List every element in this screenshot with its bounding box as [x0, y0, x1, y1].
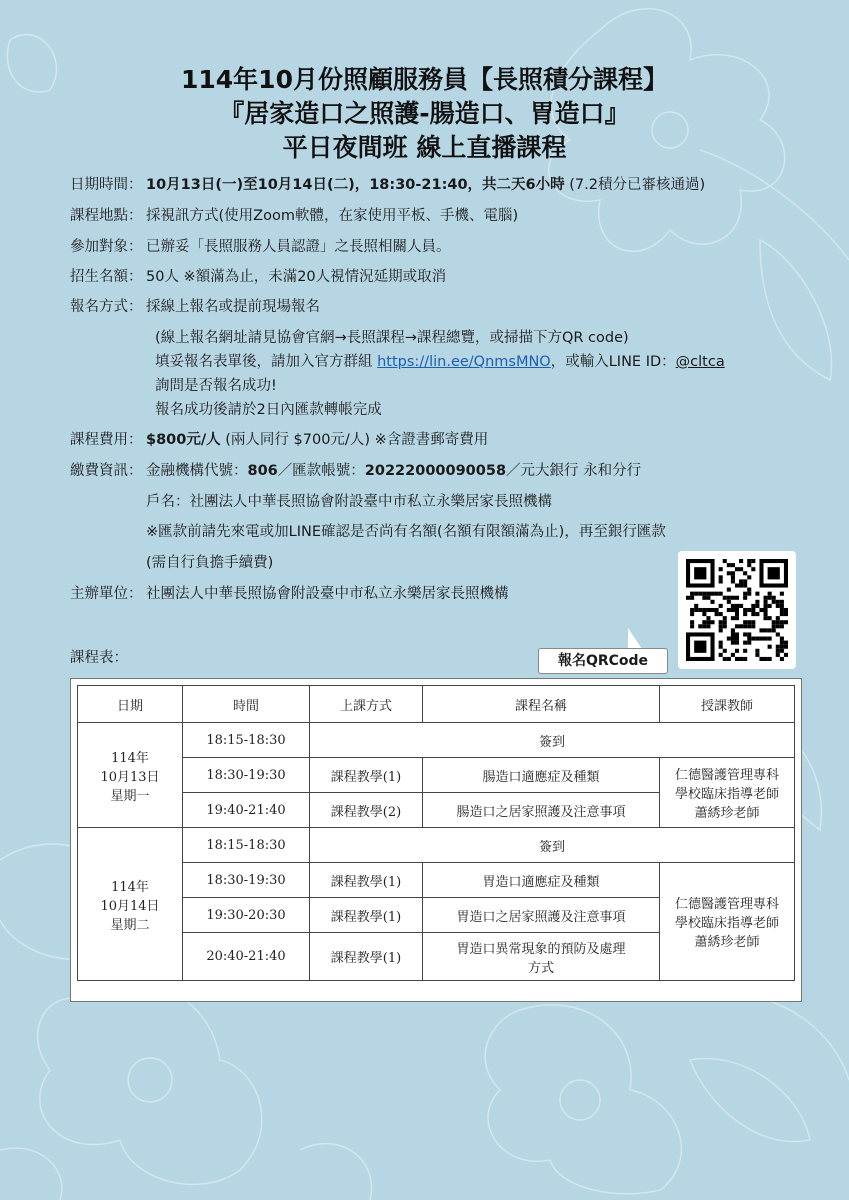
- table-row: 19:40-21:40 課程教學(2) 腸造口之居家照護及注意事項: [78, 793, 795, 828]
- header-time: 時間: [183, 686, 310, 723]
- schedule-table: [70, 678, 802, 1002]
- info-target: 參加對象： 已辦妥「長照服務人員認證」之長照相關人員。: [70, 239, 451, 255]
- signup-line: 填妥報名表單後，請加入官方群組 https://lin.ee/QnmsMNO，或輸入LINE ID：@cltca: [155, 354, 725, 370]
- info-location: 課程地點： 採視訊方式(使用Zoom軟體，在家使用平板、手機、電腦): [70, 208, 519, 224]
- signup-qr-code[interactable]: [678, 551, 796, 669]
- teacher-cell: 仁德醫護管理專科 學校臨床指導老師 蕭綉珍老師: [660, 863, 795, 981]
- course-subtitle: 平日夜間班 線上直播課程: [282, 133, 567, 162]
- info-payment: 繳費資訊： 金融機構代號：806／匯款帳號：20222000090058／元大銀行 永和分行: [70, 463, 642, 479]
- qr-code-icon: [686, 559, 788, 661]
- info-host: 主辦單位： 社團法人中華長照協會附設臺中市私立永樂居家長照機構: [70, 586, 509, 602]
- header-course: 課程名稱: [423, 686, 660, 723]
- qr-caption: 報名QRCode: [538, 648, 668, 674]
- line-group-link[interactable]: https://lin.ee/QnmsMNO: [377, 354, 551, 370]
- table-row: 18:30-19:30 課程教學(1) 腸造口適應症及種類 仁德醫護管理專科 學校臨床指導老師 蕭綉珍老師: [78, 758, 795, 793]
- table-row: 20:40-21:40 課程教學(1) 胃造口異常現象的預防及處理 方式: [78, 933, 795, 981]
- signup-payment-deadline: 報名成功後請於2日內匯款轉帳完成: [155, 402, 382, 418]
- header-date: 日期: [78, 686, 183, 723]
- table-row: 19:30-20:30 課程教學(1) 胃造口之居家照護及注意事項: [78, 898, 795, 933]
- course-title: 『居家造口之照護-腸造口、胃造口』: [219, 99, 630, 128]
- day-cell: 114年 10月14日 星期二: [78, 828, 183, 981]
- checkin-cell: 簽到: [310, 828, 795, 863]
- table-row: 114年 10月14日 星期二 18:15-18:30 簽到: [78, 828, 795, 863]
- info-date: 日期時間： 10月13日(一)至10月14日(二)，18:30-21:40，共二天6小時 (7.2積分已審核通過): [70, 177, 706, 193]
- day-cell: 114年 10月13日 星期一: [78, 723, 183, 828]
- table-row: 114年 10月13日 星期一 18:15-18:30 簽到: [78, 723, 795, 758]
- payment-holder: 戶名：社團法人中華長照協會附設臺中市私立永樂居家長照機構: [146, 494, 552, 510]
- bubble-tail: [628, 628, 642, 649]
- page-title: 114年10月份照顧服務員【長照積分課程】: [181, 65, 668, 94]
- checkin-cell: 簽到: [310, 723, 795, 758]
- info-signup: 報名方式： 採線上報名或提前現場報名: [70, 299, 320, 315]
- payment-note: ※匯款前請先來電或加LINE確認是否尚有名額(名額有限額滿為止)，再至銀行匯款: [146, 524, 666, 540]
- signup-note: (線上報名網址請見協會官網→長照課程→課程總覽，或掃描下方QR code): [155, 330, 629, 346]
- signup-confirm: 詢問是否報名成功!: [155, 378, 277, 394]
- header-mode: 上課方式: [310, 686, 423, 723]
- info-quota: 招生名額： 50人 ※額滿為止，未滿20人視情況延期或取消: [70, 269, 447, 285]
- teacher-cell: 仁德醫護管理專科 學校臨床指導老師 蕭綉珍老師: [660, 758, 795, 828]
- schedule-label: 課程表：: [70, 650, 128, 666]
- payment-fee-note: (需自行負擔手續費): [146, 555, 274, 571]
- line-id: @cltca: [675, 354, 725, 370]
- info-fee: 課程費用： $800元/人 (兩人同行 $700元/人) ※含證書郵寄費用: [70, 432, 489, 448]
- table-row: 18:30-19:30 課程教學(1) 胃造口適應症及種類 仁德醫護管理專科 學校臨床指導老師 蕭綉珍老師: [78, 863, 795, 898]
- header-teacher: 授課教師: [660, 686, 795, 723]
